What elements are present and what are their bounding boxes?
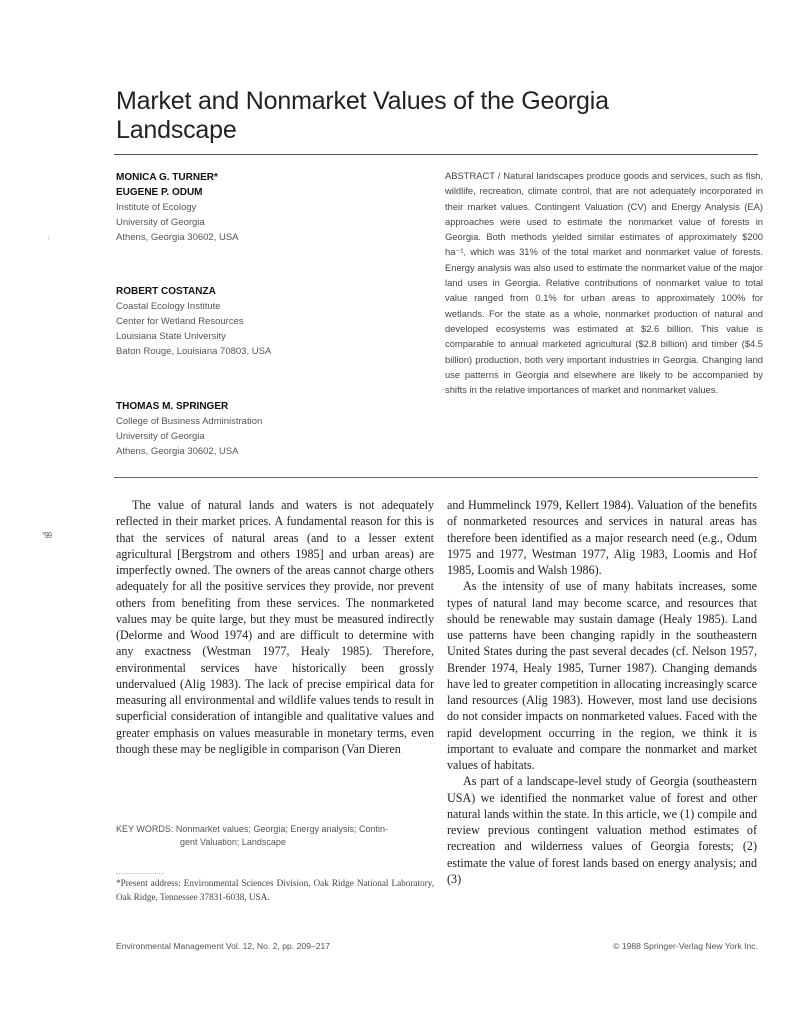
title-rule: [114, 154, 758, 155]
copyright-notice: © 1988 Springer-Verlag New York Inc.: [613, 941, 758, 951]
keywords-line: gent Valuation; Landscape: [180, 837, 286, 847]
journal-citation: Environmental Management Vol. 12, No. 2, pp. 209–217: [116, 941, 331, 951]
author-name: EUGENE P. ODUM: [116, 187, 203, 198]
keywords-label: KEY WORDS:: [116, 824, 174, 834]
author-name: MONICA G. TURNER*: [116, 172, 218, 183]
author-block-1: [116, 170, 416, 245]
footnote: *Present address: Environmental Sciences Division, Oak Ridge National Laboratory, Oak Ridge, Tennessee 37831-6038, USA.: [116, 878, 434, 902]
body-column-right: [447, 497, 757, 887]
keywords-line: Nonmarket values; Georgia; Energy analysis; Contin-: [175, 824, 388, 834]
body-column-left: [116, 497, 434, 757]
affiliation-line: Louisiana State University: [116, 331, 226, 342]
affiliation-line: University of Georgia: [116, 217, 205, 228]
affiliation-line: Center for Wetland Resources: [116, 316, 244, 327]
affiliation-line: Athens, Georgia 30602, USA: [116, 232, 239, 243]
author-block-3: [116, 399, 262, 459]
abstract: ABSTRACT / Natural landscapes produce goods and services, such as fish, wildlife, recreation, climate control, that are not adequately incorporated in their market values. Contingent Valuation (CV) and Energy Analysis (EA) approaches were used to estimate the nonmarket value of forests in Georgia. Both methods yielded similar estimates of approximately $200 ha⁻¹, which was 31% of the total market and nonmarket value of forests. Energy analysis was also used to estimate the nonmarket value of the major land uses in Georgia. Relative contributions of nonmarket value to total value ranged from 0.1% for urban areas to approximately 100% for wetlands. For the state as a whole, nonmarket production of natural and developed ecosystems was estimated at $2.6 billion. This value is comparable to annual marketed agricultural ($2.8 billion) and timber ($4.5 billion) production, both very important industries in Georgia. Changing land use patterns in Georgia and elsewhere are likely to be accompanied by shifts in the relative importances of market and nonmarket values.: [445, 170, 763, 396]
margin-annotation: °99: [42, 531, 52, 540]
body-paragraph: As the intensity of use of many habitats increases, some types of natural land may become scarce, and resources that should be renewable may sustain damage (Healy 1985). Land use patterns have been changing rapidly in the southeastern United States during the past several decades (cf. Nelson 1957, Brender 1974, Healy 1985, Turner 1987). Changing demands have led to greater competition in allocating increasingly scarce land resources (Alig 1983). However, most land use decisions do not consider impacts on nonmarketed values. Faced with the rapid development occurring in the region, we think it is important to evaluate and compare the nonmarket and market values of habitats.: [447, 579, 757, 772]
affiliation-line: Baton Rouge, Louisiana 70803, USA: [116, 346, 272, 357]
author-list: [116, 170, 416, 457]
section-rule: [114, 477, 758, 478]
keywords: [116, 823, 434, 849]
affiliation-line: Institute of Ecology: [116, 202, 197, 213]
author-name: THOMAS M. SPRINGER: [116, 401, 229, 412]
affiliation-line: Athens, Georgia 30602, USA: [116, 446, 239, 457]
body-paragraph: The value of natural lands and waters is not adequately reflected in their market prices. A fundamental reason for this is that the services of natural areas (and to a lesser extent agricultural [Bergstrom and others 1985] and urban areas) are imperfectly owned. The owners of the areas cannot charge others adequately for all the positive services they provide, nor prevent others from benefiting from these services. The nonmarketed values may be quite large, but they must be measured indirectly (Delorme and Wood 1974) and are difficult to determine with any exactness (Westman 1977, Healy 1985). Therefore, environmental services have historically been grossly undervalued (Alig 1983). The lack of precise empirical data for measuring all environmental and wildlife values tends to result in superficial consideration of intangible and qualitative values and greater emphasis on values measurable in monetary terms, even though these may be negligible in comparison (Van Dieren: [116, 498, 434, 756]
author-name: ROBERT COSTANZA: [116, 286, 216, 297]
affiliation-line: Coastal Ecology Institute: [116, 301, 221, 312]
footnote-rule: [116, 873, 164, 874]
author-block-2: [116, 284, 271, 359]
paper-title: Market and Nonmarket Values of the Georgia Landscape: [116, 87, 609, 144]
body-paragraph: As part of a landscape-level study of Georgia (southeastern USA) we identified the nonmarket value of forest and other natural lands within the state. In this article, we (1) compile and review previous contingent valuation method estimates of recreation and wilderness values of Georgia forests; (2) estimate the value of forest lands based on energy analysis; and (3): [447, 774, 757, 886]
affiliation-line: College of Business Administration: [116, 416, 263, 427]
body-paragraph: and Hummelinck 1979, Kellert 1984). Valuation of the benefits of nonmarketed resources and services in natural areas has therefore been identified as a major research need (e.g., Odum 1975 and 1977, Westman 1977, Alig 1983, Loomis and Hof 1985, Loomis and Walsh 1986).: [447, 498, 757, 577]
margin-speck: ı: [48, 236, 50, 242]
affiliation-line: University of Georgia: [116, 431, 205, 442]
